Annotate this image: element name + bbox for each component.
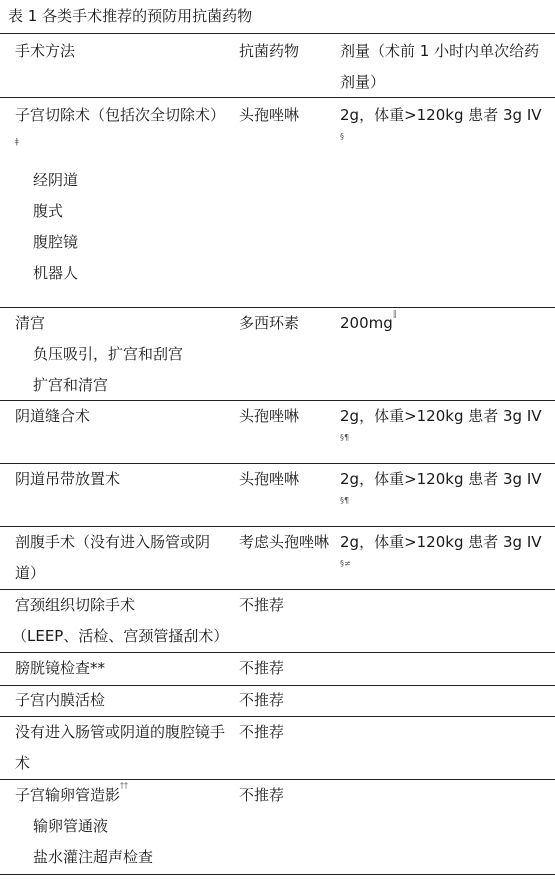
antibiotic-text: 不推荐	[239, 786, 285, 804]
table-row-colporrhaphy-procedure	[15, 401, 230, 432]
procedure-text: 子宫输卵管造影	[15, 786, 121, 804]
dose-footnote-mark: §	[340, 132, 344, 141]
table-row-cystoscopy-antibiotic	[239, 653, 335, 684]
header-antibiotic-label: 抗菌药物	[239, 42, 300, 60]
table-row-hysterosalpingography-procedure	[15, 780, 230, 873]
sub-item: 盐水灌注超声检查	[33, 848, 154, 866]
antibiotic-text: 不推荐	[239, 659, 285, 677]
table-row-laparotomy-antibiotic	[239, 527, 331, 558]
header-procedure-label: 手术方法	[15, 42, 76, 60]
dose-footnote-mark: §¶	[340, 433, 350, 442]
procedure-text: 宫颈组织切除手术	[15, 596, 136, 614]
antibiotic-text: 不推荐	[239, 691, 285, 709]
sub-item: 扩宫和清宫	[33, 376, 109, 394]
dose-text: 2g，体重>120kg 患者 3g IV	[340, 106, 542, 124]
antibiotic-text: 不推荐	[239, 723, 285, 741]
sub-item: 机器人	[33, 264, 79, 282]
header-dose	[340, 36, 545, 98]
procedure-text: 剖腹手术（没有进入肠管或阴道）	[15, 533, 211, 582]
antibiotic-text: 头孢唑啉	[239, 106, 300, 124]
sub-item: 腹式	[33, 202, 64, 220]
antibiotic-text: 多西环素	[239, 314, 300, 332]
table-row-hysterosalpingography-antibiotic	[239, 780, 335, 811]
dose-footnote-mark: §¶	[340, 496, 350, 505]
table-bottom-rule	[0, 874, 555, 875]
table-row-colporrhaphy-antibiotic	[239, 401, 335, 432]
table-row-cystoscopy-procedure	[15, 653, 230, 684]
antibiotic-text: 头孢唑啉	[239, 470, 300, 488]
header-dose-label: 剂量（术前 1 小时内单次给药剂量）	[340, 42, 540, 91]
sub-item: 经阴道	[33, 171, 79, 189]
procedure-text: 清宫	[15, 314, 46, 332]
table-row-sling-dose	[340, 464, 545, 507]
table-row-evacuation-dose	[340, 308, 545, 339]
table-row-sling-antibiotic	[239, 464, 335, 495]
procedure-text: 阴道缝合术	[15, 407, 91, 425]
procedure-footnote-mark: ǂ	[15, 137, 19, 146]
dose-text: 200mg	[340, 314, 393, 332]
procedure-text: 子宫切除术（包括次全切除术）	[15, 106, 226, 124]
table-row-cervical-excision-procedure	[12, 590, 230, 652]
procedure-text: 没有进入肠管或阴道的腹腔镜手术	[15, 723, 226, 772]
dose-text: 2g，体重>120kg 患者 3g IV	[340, 407, 542, 425]
antibiotic-text: 考虑头孢唑啉	[239, 533, 330, 551]
table-row-endometrial-biopsy-procedure	[15, 685, 230, 716]
header-antibiotic	[239, 36, 335, 67]
table-top-rule	[0, 33, 555, 34]
table-row-sling-procedure	[15, 464, 230, 495]
procedure-text: 膀胱镜检查**	[15, 659, 106, 677]
procedure-detail-text: （LEEP、活检、宫颈管搔刮术）	[12, 627, 229, 645]
table-row-laparotomy-dose	[340, 527, 545, 570]
table-row-cervical-excision-antibiotic	[239, 590, 335, 621]
table-row-colporrhaphy-dose	[340, 401, 545, 444]
table-row-laparotomy-procedure	[15, 527, 229, 589]
procedure-footnote-mark: ††	[120, 781, 129, 790]
table-row-hysterectomy-antibiotic	[239, 100, 335, 131]
procedure-text: 阴道吊带放置术	[15, 470, 121, 488]
table-row-evacuation-procedure	[15, 308, 230, 401]
table-row-evacuation-antibiotic	[239, 308, 335, 339]
procedure-text: 子宫内膜活检	[15, 691, 106, 709]
antibiotic-text: 头孢唑啉	[239, 407, 300, 425]
table-row-laparoscopy-procedure	[15, 717, 229, 779]
table-row-hysterectomy-dose	[340, 100, 545, 143]
table-title: 表 1 各类手术推荐的预防用抗菌药物	[8, 7, 253, 25]
dose-footnote-mark: ‖	[392, 309, 397, 318]
header-procedure	[15, 36, 230, 67]
sub-item: 腹腔镜	[33, 233, 79, 251]
sub-item: 负压吸引，扩宫和刮宫	[33, 345, 184, 363]
antibiotic-text: 不推荐	[239, 596, 285, 614]
table-row-hysterectomy-procedure	[15, 100, 230, 289]
dose-footnote-mark: §≠	[340, 559, 351, 568]
table-row-endometrial-biopsy-antibiotic	[239, 685, 335, 716]
sub-item: 输卵管通液	[33, 817, 109, 835]
dose-text: 2g，体重>120kg 患者 3g IV	[340, 470, 542, 488]
dose-text: 2g，体重>120kg 患者 3g IV	[340, 533, 542, 551]
table-row-laparoscopy-antibiotic	[239, 717, 335, 748]
